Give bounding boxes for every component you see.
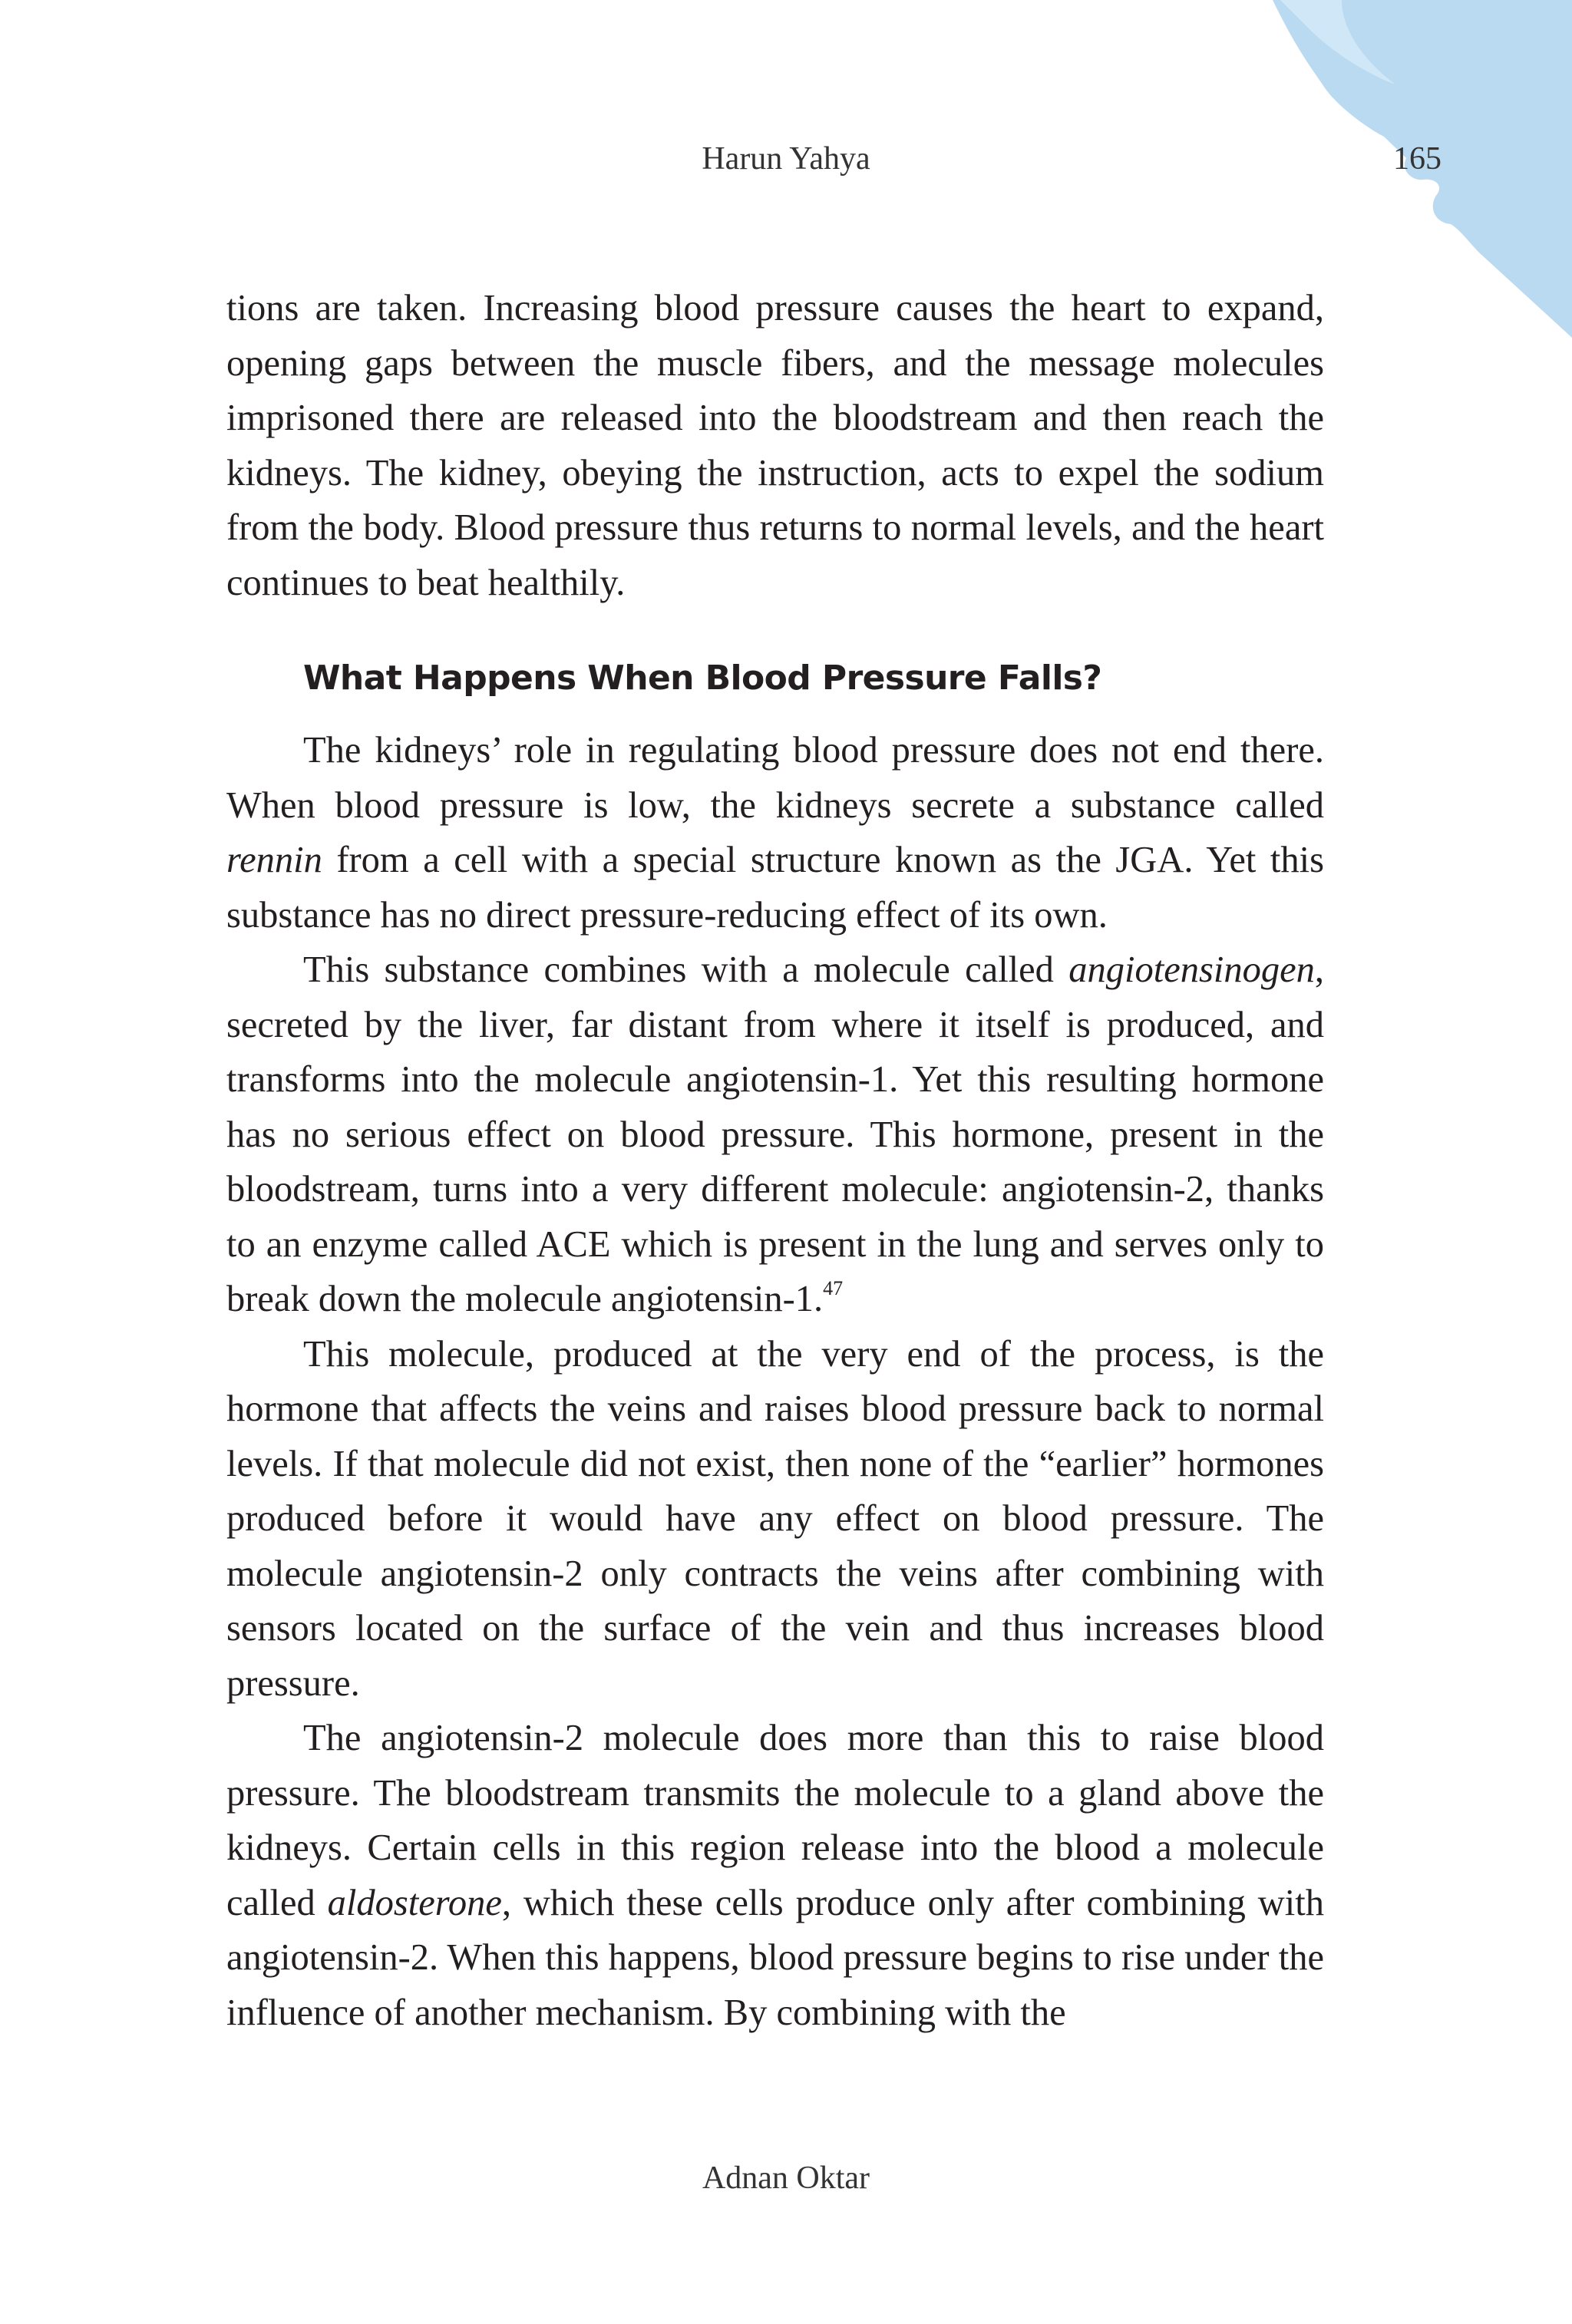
paragraph-text: , which these cells produce only after combining with angiotensin-2. When this happens, blood pressure begins to rise under the influence of another mechanism. By combining with the (226, 1882, 1325, 2033)
paragraph-text: , secreted by the liver, far distant from where it itself is produced, and transforms into the molecule angiotensin-1. Yet this resulting hormone has no serious effect on blood pressure. This hormone, present in the bloodstream, turns into a very different molecule: angiotensin-2, thanks to an enzyme called ACE which is present in the lung and serves only to break down the molecule angiotensin-1. (226, 949, 1324, 1319)
page-number: 165 (1393, 141, 1442, 177)
paragraph (226, 1711, 1324, 2040)
paragraph (226, 942, 1324, 1327)
paragraph-text: The kidneys’ role in regulating blood pressure does not end there. When blood pressure is low, the kidneys secrete a substance called (226, 730, 1324, 826)
running-foot: Adnan Oktar (702, 2161, 870, 2196)
paragraph-text: The angiotensin-2 molecule does more than this to raise blood pressure. The bloodstream transmits the molecule to a gland above the kidneys. Certain cells in this region release into the blood a molecule called (226, 1718, 1324, 1923)
section-heading: What Happens When Blood Pressure Falls? (303, 659, 1102, 698)
running-head: Harun Yahya (702, 141, 870, 177)
italic-term: aldosterone (327, 1882, 502, 1923)
paragraph-text: This substance combines with a molecule called (303, 949, 1069, 990)
italic-term: angiotensinogen (1068, 949, 1315, 990)
paragraph-text: from a cell with a special structure known as the JGA. Yet this substance has no direct pressure-reducing effect of its own. (226, 840, 1324, 936)
paragraph-continued: tions are taken. Increasing blood pressure causes the heart to expand, opening gaps between the muscle fibers, and the message molecules imprisoned there are released into the bloodstream and then reach the kidneys. The kidney, obeying the instruction, acts to expel the sodium from the body. Blood pressure thus returns to normal levels, and the heart continues to beat healthily. (226, 288, 1324, 603)
footnote-reference: 47 (823, 1276, 844, 1299)
body-text (226, 281, 1324, 2040)
italic-term: rennin (226, 840, 322, 880)
paragraph: This molecule, produced at the very end of the process, is the hormone that affects the veins and raises blood pressure back to normal levels. If that molecule did not exist, then none of the “earlier” hormones produced before it would have any effect on blood pressure. The molecule angiotensin-2 only contracts the veins after combining with sensors located on the surface of the vein and thus increases blood pressure. (226, 1333, 1324, 1704)
paragraph (226, 723, 1324, 942)
